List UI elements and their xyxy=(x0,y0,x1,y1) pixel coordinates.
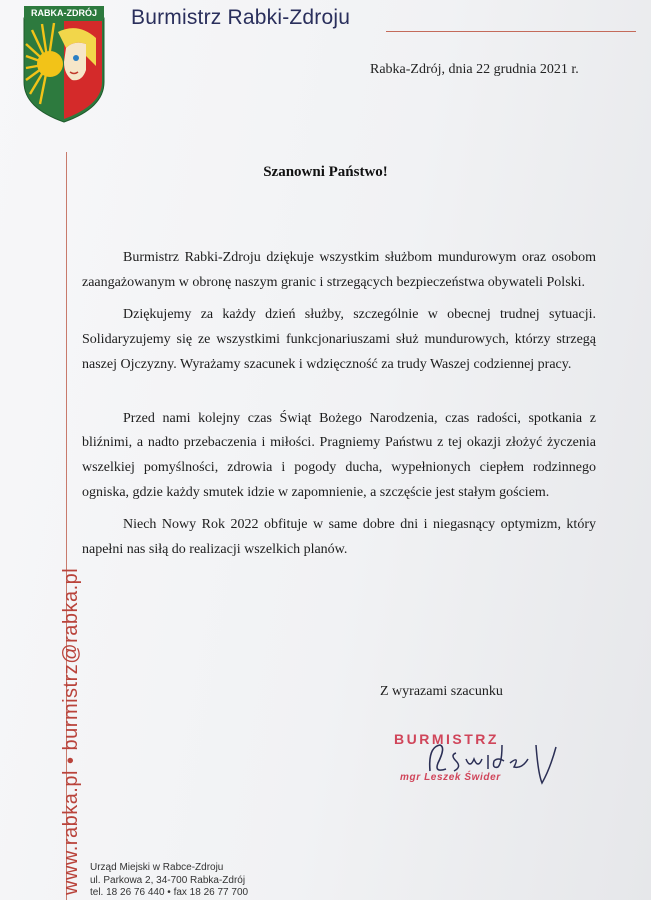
stamp-title: BURMISTRZ xyxy=(394,731,499,747)
mayor-office-title: Burmistrz Rabki-Zdroju xyxy=(131,6,351,29)
sidebar-contact-text: www.rabka.pl • burmistrz@rabka.pl xyxy=(60,567,82,895)
footer-office-name: Urząd Miejski w Rabce-Zdroju xyxy=(90,862,224,873)
letter-paragraph: Dziękujemy za każdy dzień służby, szczególnie w obecnej trudnej sytuacji. Solidaryzujemy się ze wszystkimi funkcjonariuszami służ mundurowych, którzy strzegą naszej Ojczyzny. Wyrażamy szacunek i wdzięczność za trudy Waszej codziennej pracy. xyxy=(82,307,596,372)
letter-paragraph: Burmistrz Rabki-Zdroju dziękuje wszystkim służbom mundurowym oraz osobom zaangażowanym w obronę naszym granic i strzegących bezpieczeństwa obywateli Polski. xyxy=(82,250,596,290)
footer-street-address: ul. Parkowa 2, 34-700 Rabka-Zdrój xyxy=(90,874,246,886)
header-divider xyxy=(386,31,636,32)
letter-salutation: Szanowni Państwo! xyxy=(263,164,388,180)
footer-phone-fax: tel. 18 26 76 440 • fax 18 26 77 700 xyxy=(90,887,249,898)
rabka-zdroj-crest-logo xyxy=(20,4,108,124)
stamp-name: mgr Leszek Świder xyxy=(400,772,501,783)
svg-text:RABKA-ZDRÓJ: RABKA-ZDRÓJ xyxy=(31,8,97,18)
letter-date: Rabka-Zdrój, dnia 22 grudnia 2021 r. xyxy=(370,62,579,77)
letter-closing: Z wyrazami szacunku xyxy=(380,684,503,699)
letter-paragraph: Przed nami kolejny czas Świąt Bożego Narodzenia, czas radości, spotkania z bliźnimi, a nadto przebaczenia i miłości. Pragniemy Państwu z tej okazji złożyć życzenia wszelkiej pomyślności, zdrowia i pogody ducha, wypełnionych ciepłem rodzinnego ogniska, gdzie każdy smutek idzie w zapomnienie, a szczęście jest stałym gościem. xyxy=(82,410,596,500)
office-address-footer xyxy=(90,862,248,900)
letter-paragraph: Niech Nowy Rok 2022 obfituje w same dobre dni i niegasnący optymizm, który napełni nas siłą do realizacji wszelkich planów. xyxy=(82,517,596,558)
handwritten-signature xyxy=(410,733,560,795)
letter-body xyxy=(82,246,596,563)
